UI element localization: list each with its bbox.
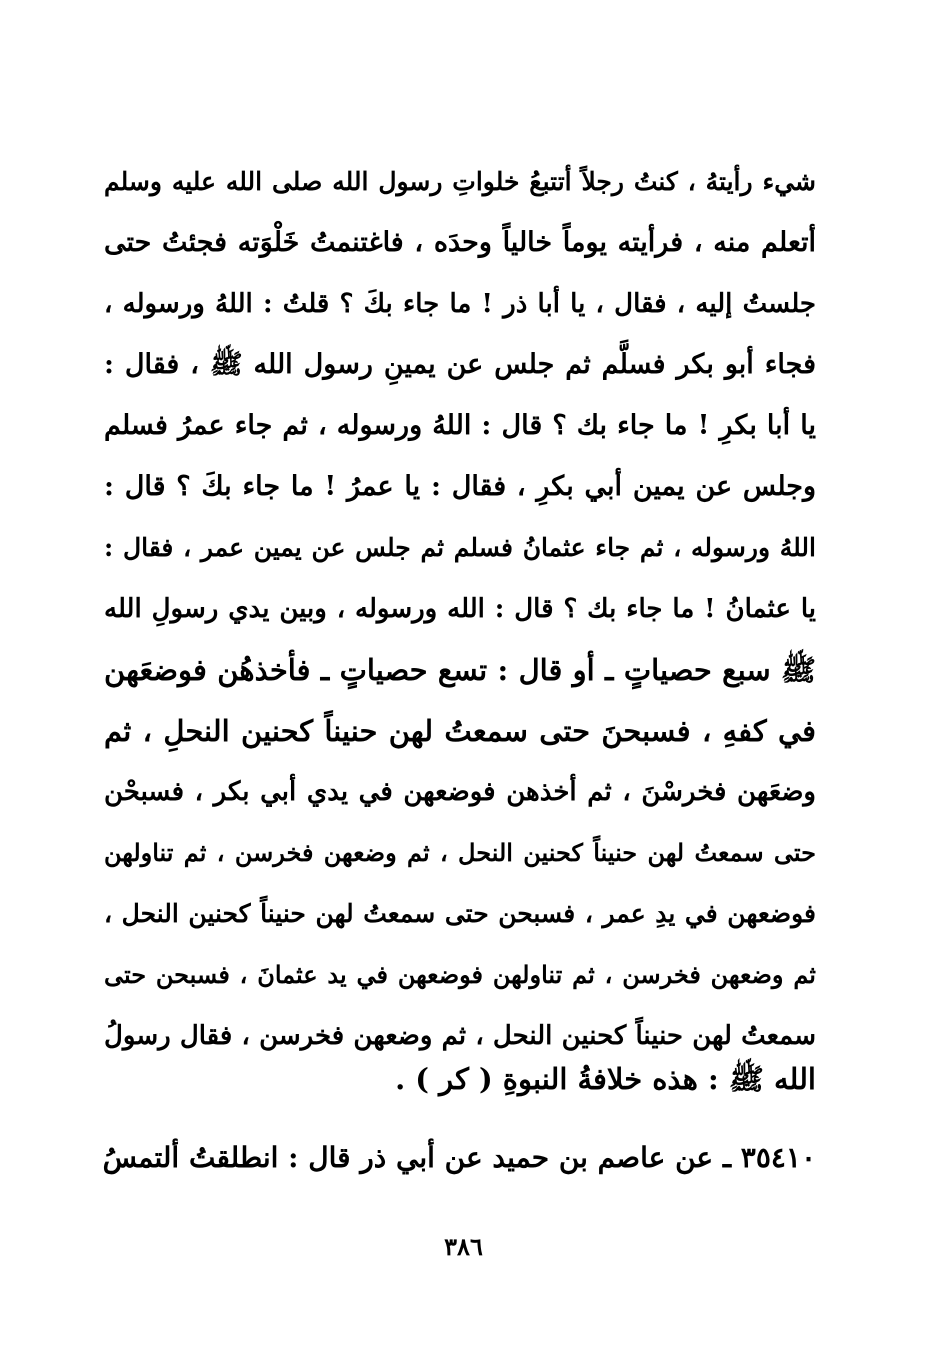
text-line-3: جلستُ إليه ، فقال ، يا أبا ذر ! ما جاء بكَ ؟ قلتُ : اللهُ ورسوله ، bbox=[104, 289, 816, 319]
text-line-1: شيء رأيتهُ ، كنتُ رجلاً أتتبعُ خلواتِ رسول الله صلى الله عليه وسلم bbox=[104, 167, 816, 196]
text-line-14: ثم وضعهن فخرسن ، ثم تناولهن فوضعهن في يد عثمانَ ، فسبحن حتى bbox=[104, 960, 816, 989]
text-line-15: سمعتُ لهن حنيناً كحنين النحل ، ثم وضعهن فخرسن ، فقال رسولُ bbox=[104, 1021, 816, 1051]
text-line-10: في كفهِ ، فسبحنَ حتى سمعتُ لهن حنيناً كحنين النحلِ ، ثم bbox=[104, 714, 816, 748]
text-line-11: وضعَهن فخرسْنَ ، ثم أخذهن فوضعهن في يدي أبي بكر ، فسبحْن bbox=[104, 777, 816, 807]
hadith-start-line: ٣٥٤١٠ ـ عن عاصم بن حميد عن أبي ذر قال : انطلقتُ ألتمسُ bbox=[102, 1141, 816, 1174]
text-line-8: يا عثمانُ ! ما جاء بك ؟ قال : الله ورسوله ، وبين يدي رسولِ الله bbox=[104, 594, 816, 624]
page-number: ٣٨٦ bbox=[444, 1232, 483, 1261]
text-line-16: الله ﷺ : هذه خلافةُ النبوةِ ( كر ) . bbox=[395, 1062, 816, 1096]
text-line-5: يا أبا بكرِ ! ما جاء بك ؟ قال : اللهُ ورسوله ، ثم جاء عمرُ فسلم bbox=[104, 410, 816, 441]
text-line-7: اللهُ ورسوله ، ثم جاء عثمانُ فسلم ثم جلس عن يمين عمر ، فقال : bbox=[104, 533, 816, 562]
text-line-9: ﷺ سبع حصياتٍ ـ أو قال : تسع حصياتٍ ـ فأخذهُن فوضعَهن bbox=[104, 653, 816, 687]
text-line-2: أتعلم منه ، فرأيته يوماً خالياً وحدَه ، فاغتنمتُ خَلْوَته فجئتُ حتى bbox=[104, 227, 816, 258]
text-line-12: حتى سمعتُ لهن حنيناً كحنين النحل ، ثم وضعهن فخرسن ، ثم تناولهن bbox=[104, 838, 816, 867]
text-line-13: فوضعهن في يدِ عمر ، فسبحن حتى سمعتُ لهن حنيناً كحنين النحل ، bbox=[104, 899, 816, 928]
text-line-4: فجاء أبو بكر فسلَّم ثم جلس عن يمينِ رسول الله ﷺ ، فقال : bbox=[104, 349, 816, 380]
text-line-6: وجلس عن يمين أبي بكرِ ، فقال : يا عمرُ ! ما جاء بكَ ؟ قال : bbox=[104, 471, 816, 502]
